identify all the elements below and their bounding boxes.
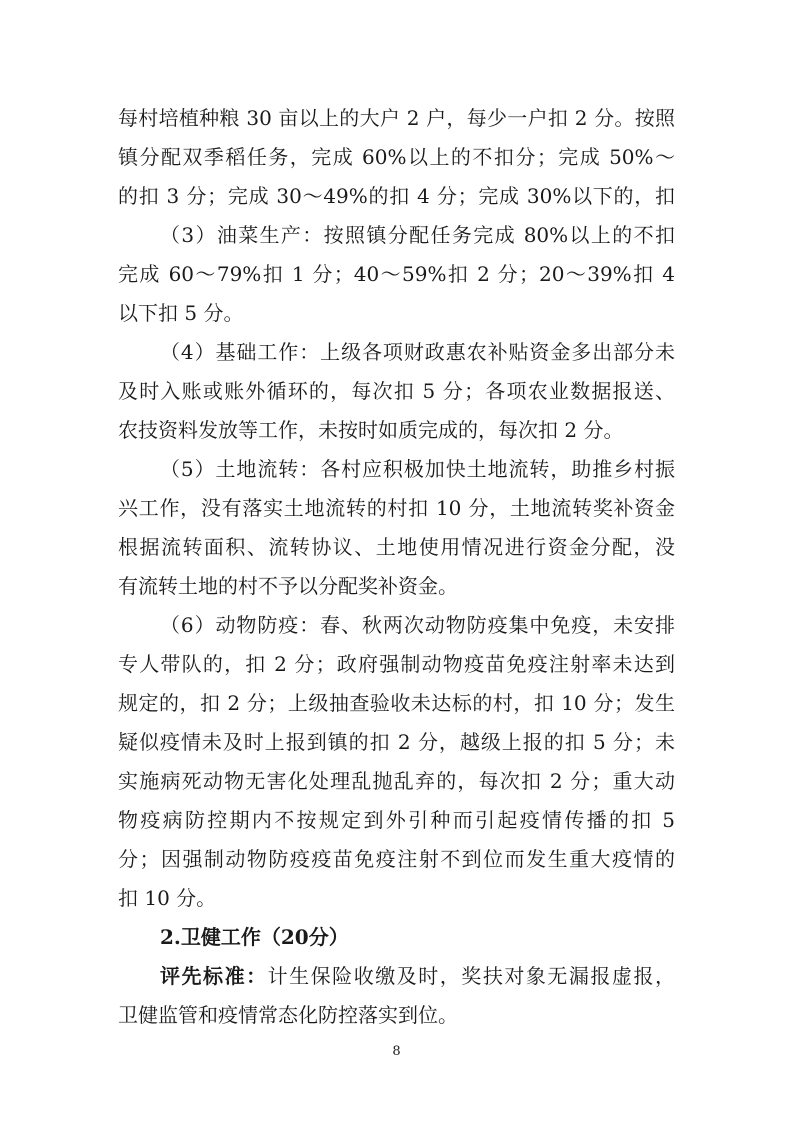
paragraph-start-line: （5）土地流转：各村应积极加快土地流转，助推乡村振 bbox=[160, 457, 675, 481]
text-line: 农技资料发放等工作，未按时如质完成的，每次扣 2 分。 bbox=[118, 418, 624, 442]
text-line: 及时入账或账外循环的，每次扣 5 分；各项农业数据报送、 bbox=[118, 379, 675, 403]
text-line: 镇分配双季稻任务，完成 60%以上的不扣分；完成 50%～ bbox=[118, 145, 675, 169]
text-line: 以下扣 5 分。 bbox=[118, 301, 244, 325]
text-line: 根据流转面积、流转协议、土地使用情况进行资金分配，没 bbox=[118, 535, 675, 559]
text-line: 规定的，扣 2 分；上级抽查验收未达标的村，扣 10 分；发生 bbox=[118, 691, 675, 715]
criteria-label: 评先标准： bbox=[160, 964, 268, 988]
text-line: 疑似疫情未及时上报到镇的扣 2 分，越级上报的扣 5 分；未 bbox=[118, 730, 675, 754]
page-number: 8 bbox=[392, 1044, 401, 1059]
text-line: 每村培植种粮 30 亩以上的大户 2 户，每少一户扣 2 分。按照 bbox=[118, 106, 675, 130]
text-line: 实施病死动物无害化处理乱抛乱弃的，每次扣 2 分；重大动 bbox=[118, 769, 675, 793]
text-line: 完成 60～79%扣 1 分；40～59%扣 2 分；20～39%扣 4 bbox=[118, 262, 675, 286]
paragraph-start-line: （4）基础工作：上级各项财政惠农补贴资金多出部分未 bbox=[160, 340, 675, 364]
text-line: 的扣 3 分；完成 30～49%的扣 4 分；完成 30%以下的，扣 bbox=[118, 184, 675, 208]
paragraph-start-line: （6）动物防疫：春、秋两次动物防疫集中免疫，未安排 bbox=[160, 613, 675, 637]
text-line: 物疫病防控期内不按规定到外引种而引起疫情传播的扣 5 bbox=[118, 808, 675, 832]
document-body bbox=[118, 99, 675, 1035]
criteria-text: 计生保险收缴及时，奖扶对象无漏报虚报， bbox=[267, 964, 675, 988]
text-line: 分；因强制动物防疫疫苗免疫注射不到位而发生重大疫情的 bbox=[118, 847, 675, 871]
section-heading: 2.卫健工作（20分） bbox=[160, 925, 349, 949]
text-line: 兴工作，没有落实土地流转的村扣 10 分，土地流转奖补资金 bbox=[118, 496, 675, 520]
text-line: 卫健监管和疫情常态化防控落实到位。 bbox=[118, 1003, 458, 1027]
text-line: 扣 10 分。 bbox=[118, 886, 217, 910]
text-line: 专人带队的，扣 2 分；政府强制动物疫苗免疫注射率未达到 bbox=[118, 652, 675, 676]
criteria-line bbox=[118, 957, 675, 996]
paragraph-start-line: （3）油菜生产：按照镇分配任务完成 80%以上的不扣 bbox=[160, 223, 675, 247]
text-line: 有流转土地的村不予以分配奖补资金。 bbox=[118, 574, 458, 598]
